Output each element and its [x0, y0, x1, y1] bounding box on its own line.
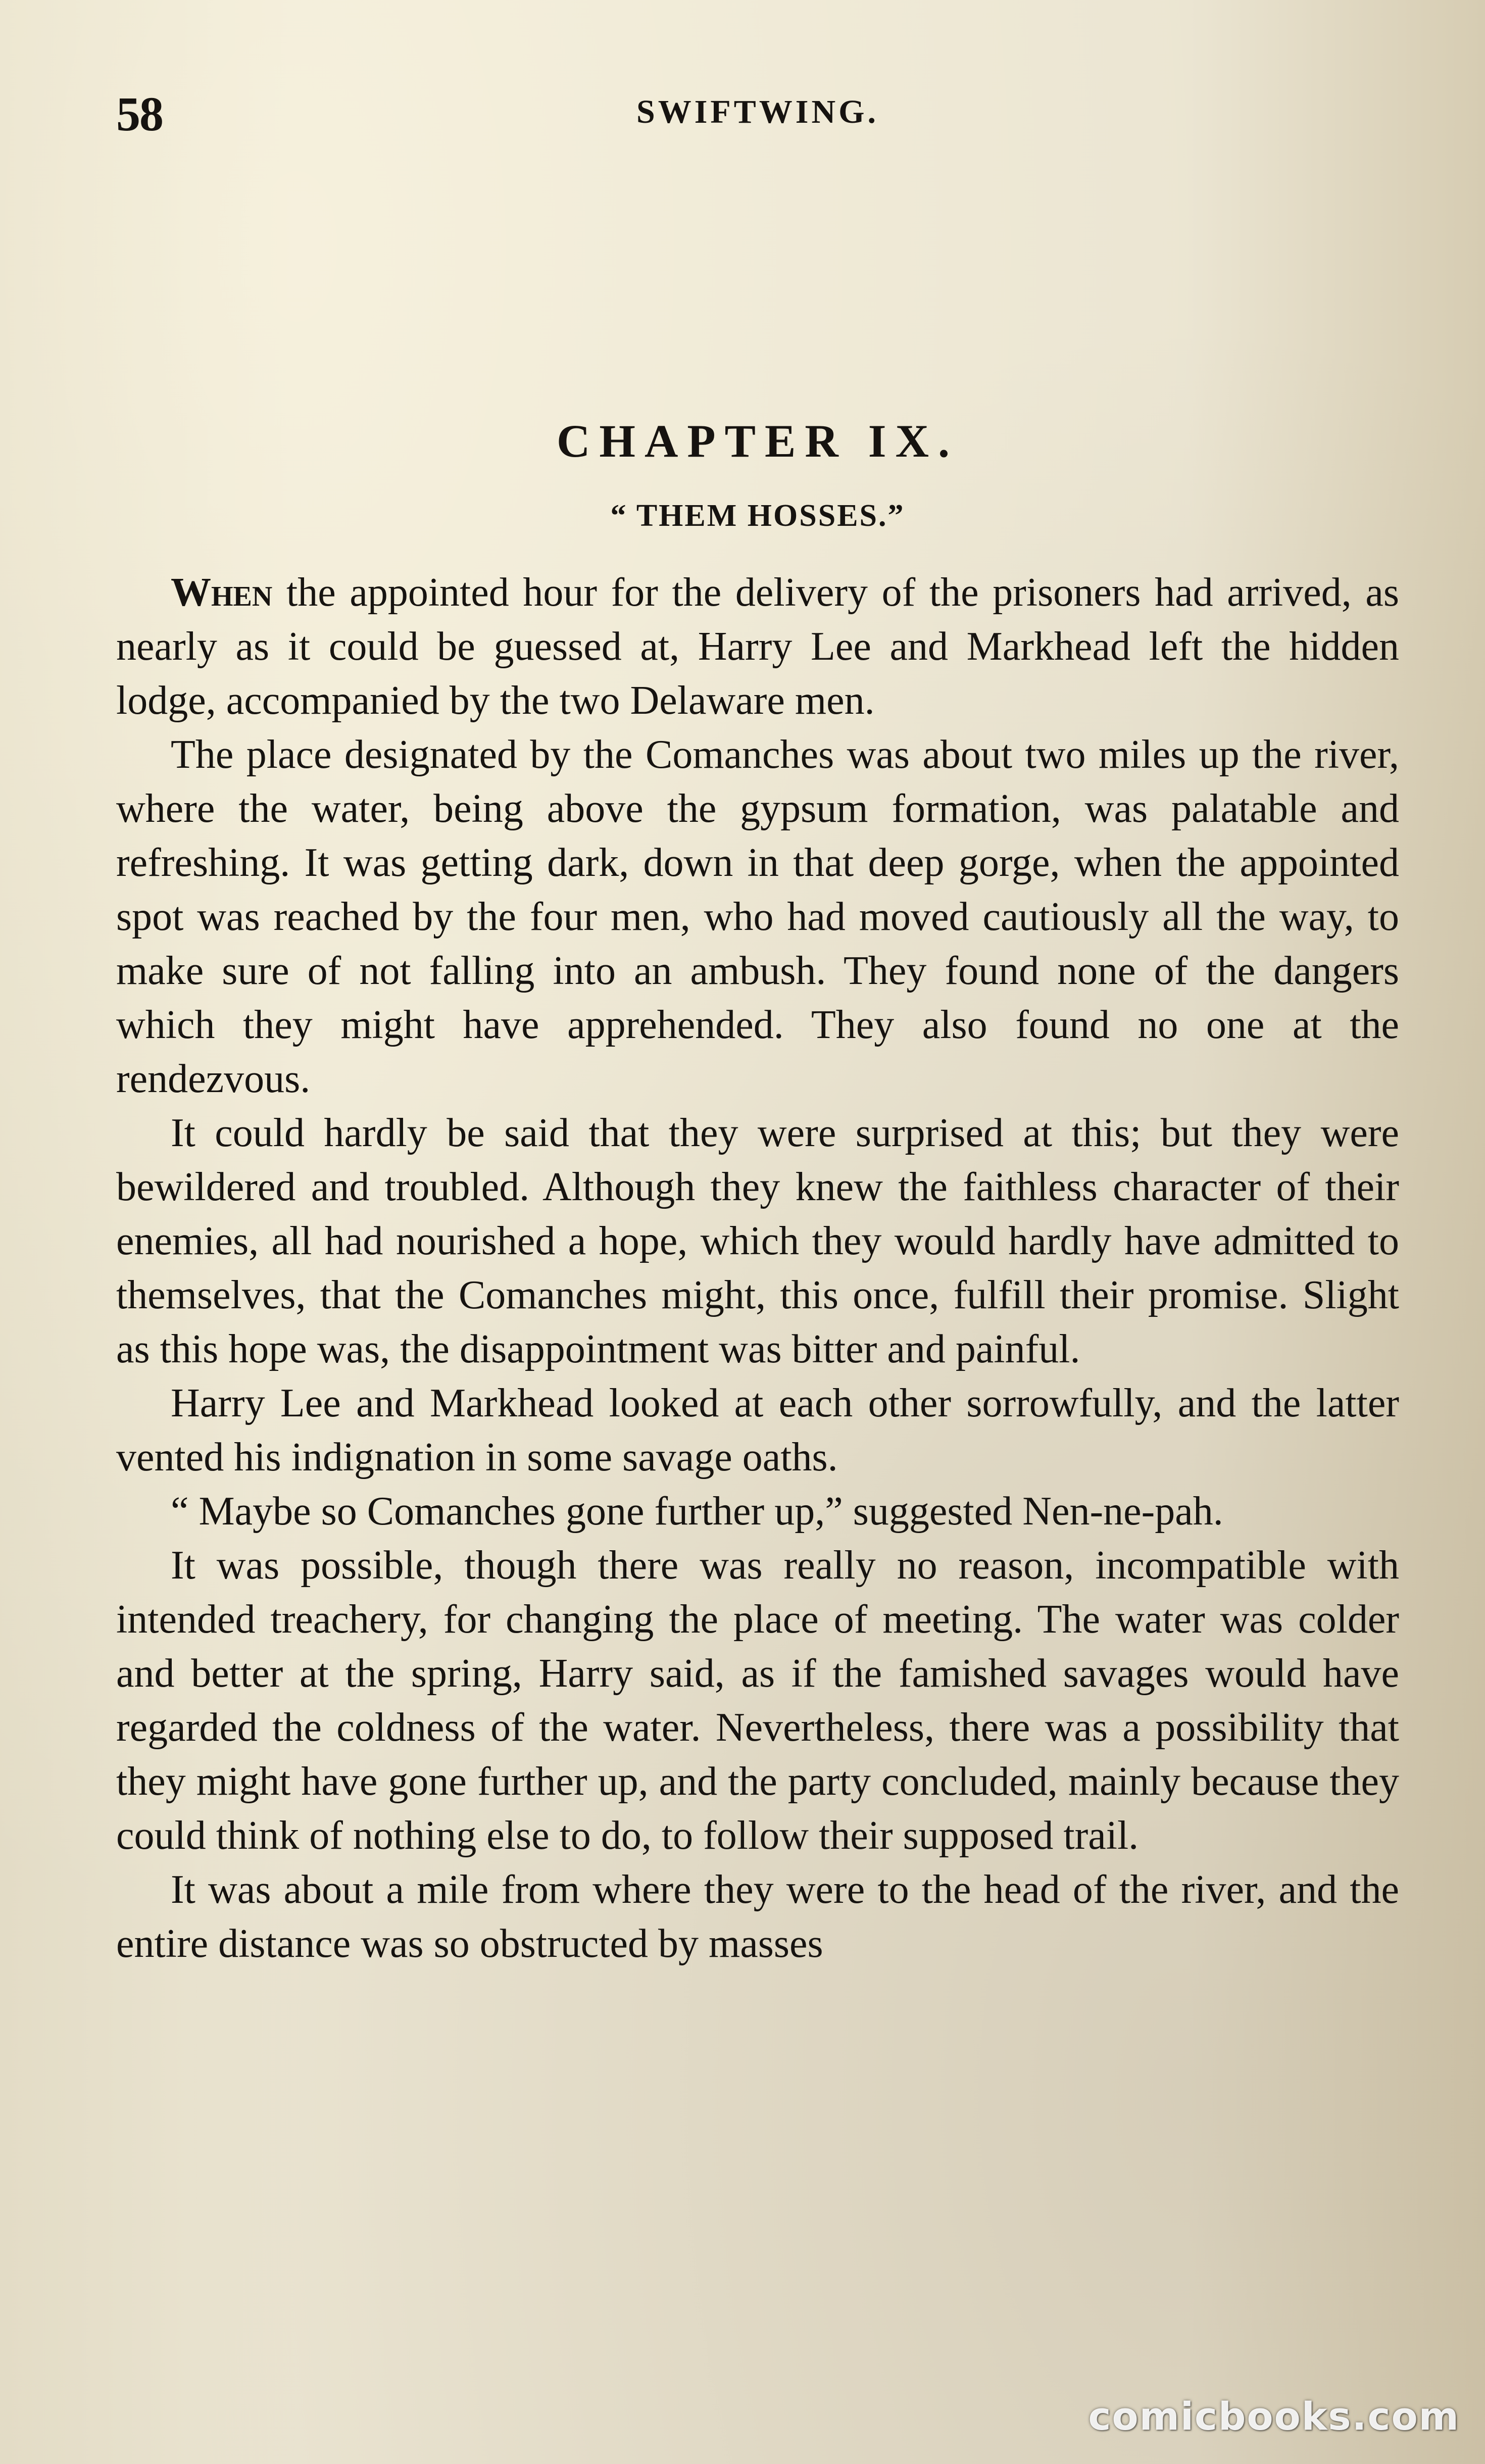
- paragraph: It could hardly be said that they were surprised at this; but they were bewildered and troubled. Although they knew the faithless character of their enemies, all had nourished a hope, which they would hardly have admitted to themselves, that the Comanches might, this once, fulfill their promise. Slight as this hope was, the disappointment was bitter and painful.: [116, 1111, 1399, 1371]
- chapter-subtitle: “ THEM HOSSES.”: [610, 499, 905, 533]
- site-watermark: comicbooks.com: [1088, 2394, 1460, 2439]
- paragraph: The place designated by the Comanches was about two miles up the river, where the water, being above the gypsum formation, was palatable and refreshing. It was getting dark, down in that deep gorge, when the appointed spot was reached by the four men, who had moved cautiously all the way, to make sure of not falling into an ambush. They found none of the dangers which they might have apprehended. They also found no one at the rendezvous.: [116, 732, 1399, 1101]
- paragraph: “ Maybe so Comanches gone further up,” suggested Nen-ne-pah.: [171, 1489, 1223, 1534]
- book-title: SWIFTWING.: [636, 93, 879, 130]
- paragraph: It was about a mile from where they were to the head of the river, and the entire distance was so obstructed by masses: [116, 1867, 1399, 1966]
- paragraph-text: the appointed hour for the delivery of the prisoners had arrived, as nearly as it could be guessed at, Harry Lee and Markhead left the hidden lodge, accompanied by the two Delaware men.: [116, 570, 1399, 723]
- chapter-title: CHAPTER IX.: [556, 415, 959, 467]
- paragraph: [116, 566, 1399, 728]
- paragraph-lead-word: When: [171, 570, 273, 615]
- paragraph: It was possible, though there was really no reason, incompatible with intended treachery, for changing the place of meeting. The water was colder and better at the spring, Harry said, as if the famished savages would have regarded the coldness of the water. Nevertheless, there was a possibility that they might have gone further up, and the party concluded, mainly because they could think of nothing else to do, to follow their supposed trail.: [116, 1543, 1399, 1858]
- running-head: [116, 86, 1399, 141]
- body-text: [116, 566, 1399, 1971]
- paragraph: Harry Lee and Markhead looked at each other sorrowfully, and the latter vented his indignation in some savage oaths.: [116, 1381, 1399, 1480]
- chapter-heading: [116, 414, 1399, 534]
- page-number: 58: [116, 87, 163, 141]
